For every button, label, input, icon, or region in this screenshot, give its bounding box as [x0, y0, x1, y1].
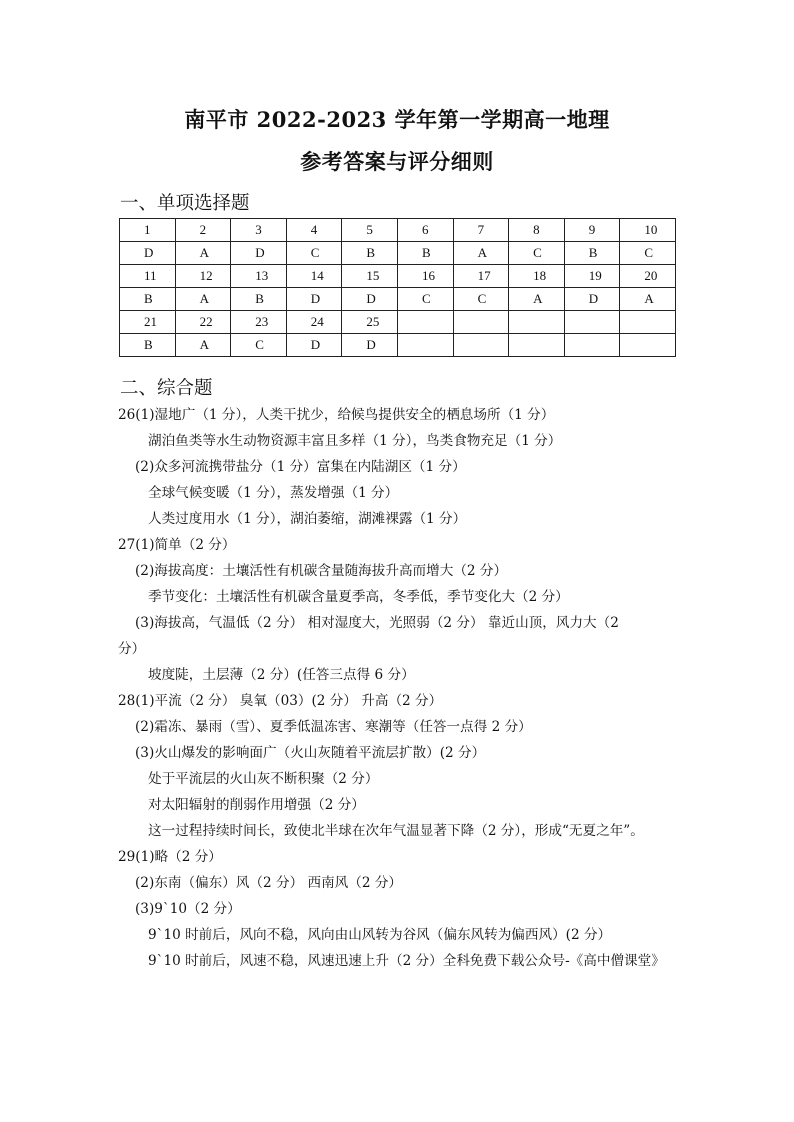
answer-table-cell: 6 — [397, 219, 453, 242]
answer-table-row — [120, 219, 676, 242]
answer-table-row — [120, 242, 676, 265]
answer-table-cell: A — [509, 288, 565, 311]
answer-table-cell — [564, 334, 620, 357]
answer-table-cell — [509, 334, 565, 357]
answer-table-cell: 21 — [120, 311, 176, 334]
answer-table-cell — [620, 311, 676, 334]
answer-line: 坡度陡，土层薄（2 分）(任答三点得 6 分） — [148, 667, 415, 683]
answer-line: 人类过度用水（1 分），湖泊萎缩，湖滩裸露（1 分） — [148, 511, 467, 527]
answer-line: 28(1)平流（2 分） 臭氧（03）(2 分） 升高（2 分） — [118, 693, 443, 709]
answer-table-cell — [397, 311, 453, 334]
answer-table-cell — [564, 311, 620, 334]
answer-table-cell: B — [120, 288, 176, 311]
answer-table-cell: 7 — [453, 219, 509, 242]
page-subtitle: 参考答案与评分细则 — [300, 149, 494, 174]
answer-table-cell: C — [397, 288, 453, 311]
answer-table-cell: B — [231, 288, 287, 311]
answer-line: 27(1)简单（2 分） — [118, 537, 236, 553]
answer-table-cell: 4 — [286, 219, 342, 242]
answer-table-cell: 25 — [342, 311, 398, 334]
answer-table-cell: 5 — [342, 219, 398, 242]
answer-table-cell: 15 — [342, 265, 398, 288]
answer-table-cell: B — [342, 242, 398, 265]
answer-table-cell: 19 — [564, 265, 620, 288]
answer-table-cell: 2 — [175, 219, 231, 242]
answer-table-cell: D — [286, 288, 342, 311]
answer-table-cell: 23 — [231, 311, 287, 334]
answer-line: (2)众多河流携带盐分（1 分）富集在内陆湖区（1 分） — [135, 459, 466, 475]
answer-line: 对太阳辐射的削弱作用增强（2 分） — [148, 797, 365, 813]
answer-line: 全球气候变暖（1 分），蒸发增强（1 分） — [148, 485, 399, 501]
answer-table-cell — [620, 334, 676, 357]
answer-table-cell: D — [342, 288, 398, 311]
answer-table-cell: B — [120, 334, 176, 357]
answer-table-cell: C — [453, 288, 509, 311]
answer-table-cell: C — [509, 242, 565, 265]
answer-line: 这一过程持续时间长，致使北半球在次年气温显著下降（2 分），形成“无夏之年”。 — [148, 823, 644, 839]
answer-line: (3)火山爆发的影响面广（火山灰随着平流层扩散）(2 分） — [135, 745, 486, 761]
answer-table-cell: B — [564, 242, 620, 265]
answer-table-cell: 24 — [286, 311, 342, 334]
answer-table-cell: A — [620, 288, 676, 311]
answer-table-cell: 10 — [620, 219, 676, 242]
answer-line: 处于平流层的火山灰不断积聚（2 分） — [148, 771, 379, 787]
answer-table-cell: A — [453, 242, 509, 265]
answer-table-cell: 8 — [509, 219, 565, 242]
answer-table-cell: C — [620, 242, 676, 265]
page-title: 南平市 2022-2023 学年第一学期高一地理 — [184, 107, 610, 132]
answer-table-cell: 12 — [175, 265, 231, 288]
answer-table-cell: 3 — [231, 219, 287, 242]
answer-table-cell: 20 — [620, 265, 676, 288]
answer-table-cell: 17 — [453, 265, 509, 288]
answer-table-cell: 1 — [120, 219, 176, 242]
answer-table-cell: 11 — [120, 265, 176, 288]
answer-line: 9`10 时前后，风向不稳，风向由山风转为谷风（偏东风转为偏西风）(2 分） — [148, 927, 612, 943]
answer-table-cell: 22 — [175, 311, 231, 334]
answer-line: 26(1)湿地广（1 分），人类干扰少，给候鸟提供安全的栖息场所（1 分） — [118, 407, 555, 423]
answer-line: (2)霜冻、暴雨（雪）、夏季低温冻害、寒潮等（任答一点得 2 分） — [135, 719, 532, 735]
answer-table-cell: A — [175, 242, 231, 265]
answer-table-cell: 13 — [231, 265, 287, 288]
answer-line: 29(1)略（2 分） — [118, 849, 222, 865]
section-heading-comprehensive: 二、综合题 — [120, 378, 213, 399]
answer-table-cell — [453, 311, 509, 334]
answer-table-cell — [453, 334, 509, 357]
answer-table-cell: D — [564, 288, 620, 311]
answer-table-cell — [397, 334, 453, 357]
answer-table-cell: 14 — [286, 265, 342, 288]
answer-line: 9`10 时前后，风速不稳，风速迅速上升（2 分）全科免费下载公众号-《高中僧课堂》 — [148, 953, 665, 969]
answer-table-row — [120, 265, 676, 288]
answer-line: 季节变化：土壤活性有机碳含量夏季高，冬季低，季节变化大（2 分） — [148, 589, 569, 605]
answer-table-cell: B — [397, 242, 453, 265]
answer-table-row — [120, 311, 676, 334]
answer-table-row — [120, 334, 676, 357]
answer-table-cell: D — [231, 242, 287, 265]
answer-table-cell: D — [120, 242, 176, 265]
answer-table-cell: 9 — [564, 219, 620, 242]
answer-line: 湖泊鱼类等水生动物资源丰富且多样（1 分），鸟类食物充足（1 分） — [148, 433, 562, 449]
answer-table-cell: 18 — [509, 265, 565, 288]
answer-line: (3)9`10（2 分） — [135, 901, 241, 917]
answer-table-cell: C — [286, 242, 342, 265]
answer-line: (3)海拔高，气温低（2 分） 相对湿度大，光照弱（2 分） 靠近山顶，风力大（2 — [135, 615, 619, 631]
answer-table — [119, 218, 676, 357]
section-heading-choice: 一、单项选择题 — [120, 193, 250, 214]
answer-table-cell: A — [175, 334, 231, 357]
answer-table-cell: C — [231, 334, 287, 357]
answer-line: (2)海拔高度：土壤活性有机碳含量随海拔升高而增大（2 分） — [135, 563, 508, 579]
answer-table-row — [120, 288, 676, 311]
answer-table-cell: D — [342, 334, 398, 357]
answer-table-cell: 16 — [397, 265, 453, 288]
answer-table-cell: A — [175, 288, 231, 311]
answer-table-cell — [509, 311, 565, 334]
answer-table-cell: D — [286, 334, 342, 357]
answer-line: 分） — [118, 641, 146, 657]
answer-line: (2)东南（偏东）风（2 分） 西南风（2 分） — [135, 875, 403, 891]
